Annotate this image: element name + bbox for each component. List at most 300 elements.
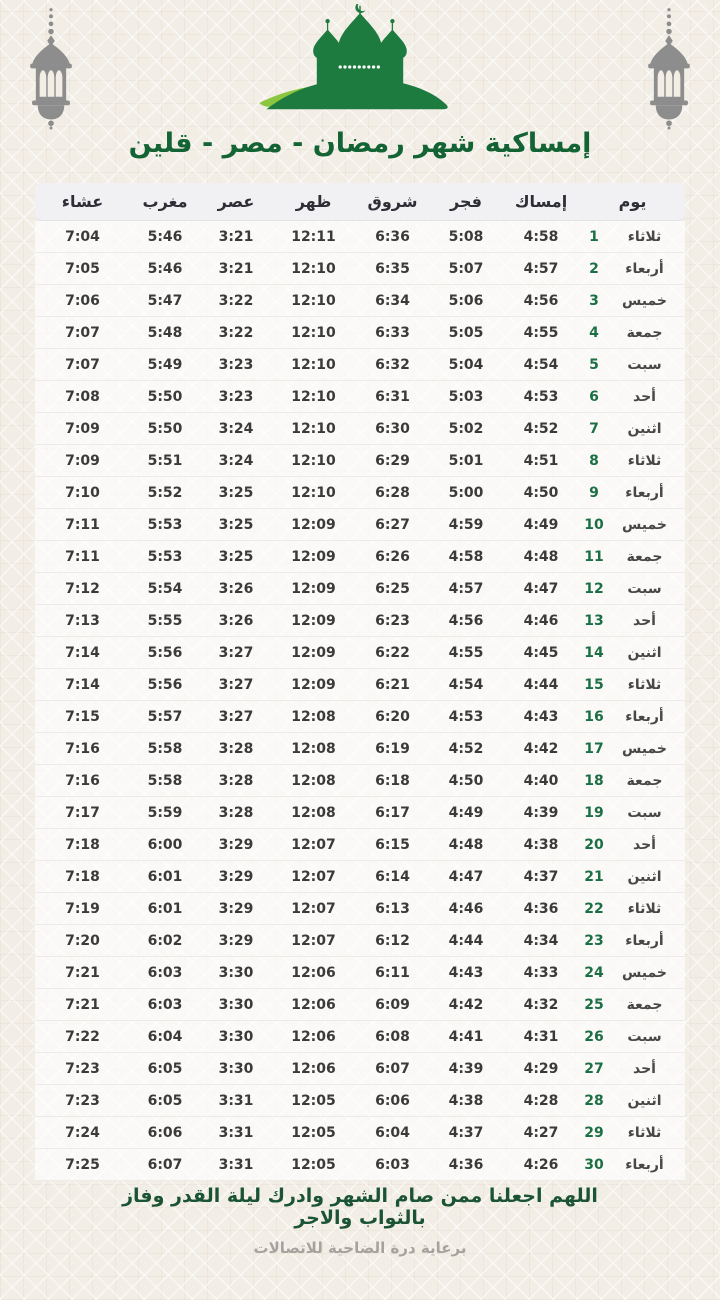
time-shuruq: 6:32 <box>355 349 430 381</box>
time-fajr: 4:48 <box>430 829 502 861</box>
time-maghrib: 5:48 <box>130 317 200 349</box>
time-dhuhr: 12:09 <box>272 541 355 573</box>
time-imsak: 4:56 <box>502 285 580 317</box>
table-row <box>35 637 685 669</box>
day-name: اثنين <box>627 1092 662 1109</box>
time-fajr: 4:37 <box>430 1117 502 1149</box>
day-cell <box>580 765 685 797</box>
time-isha: 7:07 <box>35 349 130 381</box>
table-row <box>35 1021 685 1053</box>
time-shuruq: 6:29 <box>355 445 430 477</box>
time-maghrib: 6:06 <box>130 1117 200 1149</box>
time-asr: 3:29 <box>200 861 272 893</box>
time-imsak: 4:48 <box>502 541 580 573</box>
day-number: 26 <box>584 1028 604 1045</box>
day-cell <box>580 381 685 413</box>
day-number: 3 <box>589 292 599 309</box>
time-asr: 3:27 <box>200 701 272 733</box>
table-row <box>35 509 685 541</box>
table-row <box>35 925 685 957</box>
time-dhuhr: 12:06 <box>272 1021 355 1053</box>
time-imsak: 4:57 <box>502 253 580 285</box>
day-cell <box>580 509 685 541</box>
time-shuruq: 6:28 <box>355 477 430 509</box>
day-cell <box>580 317 685 349</box>
time-asr: 3:27 <box>200 637 272 669</box>
time-isha: 7:21 <box>35 957 130 989</box>
time-imsak: 4:31 <box>502 1021 580 1053</box>
time-dhuhr: 12:07 <box>272 861 355 893</box>
day-number: 25 <box>584 996 604 1013</box>
day-name: اثنين <box>627 644 662 661</box>
time-maghrib: 6:03 <box>130 989 200 1021</box>
time-isha: 7:09 <box>35 413 130 445</box>
time-isha: 7:17 <box>35 797 130 829</box>
day-name: ثلاثاء <box>627 1124 662 1141</box>
time-fajr: 5:07 <box>430 253 502 285</box>
day-name: ثلاثاء <box>627 228 662 245</box>
day-name: ثلاثاء <box>627 676 662 693</box>
time-fajr: 4:52 <box>430 733 502 765</box>
time-fajr: 4:46 <box>430 893 502 925</box>
day-number: 23 <box>584 932 604 949</box>
time-imsak: 4:36 <box>502 893 580 925</box>
day-name: أربعاء <box>625 260 664 277</box>
time-imsak: 4:50 <box>502 477 580 509</box>
day-number: 22 <box>584 900 604 917</box>
time-maghrib: 6:00 <box>130 829 200 861</box>
page-title: إمساكية شهر رمضان - مصر - قلين <box>128 128 592 160</box>
time-fajr: 4:41 <box>430 1021 502 1053</box>
time-dhuhr: 12:07 <box>272 925 355 957</box>
day-name: أحد <box>633 388 656 405</box>
time-fajr: 4:56 <box>430 605 502 637</box>
time-asr: 3:21 <box>200 253 272 285</box>
table-row <box>35 957 685 989</box>
column-header-shuruq: شروق <box>355 183 430 221</box>
time-isha: 7:11 <box>35 509 130 541</box>
time-shuruq: 6:31 <box>355 381 430 413</box>
table-row <box>35 989 685 1021</box>
day-cell <box>580 701 685 733</box>
column-header-maghrib: مغرب <box>130 183 200 221</box>
day-name: ثلاثاء <box>627 900 662 917</box>
time-isha: 7:09 <box>35 445 130 477</box>
day-number: 6 <box>589 388 599 405</box>
table-row <box>35 797 685 829</box>
day-number: 27 <box>584 1060 604 1077</box>
day-cell <box>580 829 685 861</box>
time-maghrib: 6:02 <box>130 925 200 957</box>
time-imsak: 4:27 <box>502 1117 580 1149</box>
table-row <box>35 221 685 253</box>
table-row <box>35 541 685 573</box>
time-imsak: 4:26 <box>502 1149 580 1181</box>
time-fajr: 4:42 <box>430 989 502 1021</box>
day-cell <box>580 1085 685 1117</box>
sponsor-text: برعاية درة الضاحية للاتصالات <box>253 1239 467 1257</box>
day-cell <box>580 925 685 957</box>
time-dhuhr: 12:08 <box>272 765 355 797</box>
day-cell <box>580 957 685 989</box>
time-dhuhr: 12:10 <box>272 413 355 445</box>
time-maghrib: 6:01 <box>130 893 200 925</box>
time-asr: 3:31 <box>200 1117 272 1149</box>
dua-line-1: اللهم اجعلنا ممن صام الشهر وادرك ليلة القدر وفاز <box>122 1185 598 1207</box>
dua-text <box>0 1186 720 1230</box>
day-number: 17 <box>584 740 604 757</box>
day-name: خميس <box>622 740 667 757</box>
time-shuruq: 6:27 <box>355 509 430 541</box>
time-asr: 3:21 <box>200 221 272 253</box>
time-dhuhr: 12:10 <box>272 349 355 381</box>
time-shuruq: 6:14 <box>355 861 430 893</box>
time-isha: 7:15 <box>35 701 130 733</box>
lantern-icon <box>638 4 700 146</box>
day-name: سبت <box>627 580 662 597</box>
time-imsak: 4:53 <box>502 381 580 413</box>
table-row <box>35 477 685 509</box>
time-asr: 3:28 <box>200 797 272 829</box>
time-fajr: 4:47 <box>430 861 502 893</box>
time-asr: 3:25 <box>200 509 272 541</box>
time-dhuhr: 12:11 <box>272 221 355 253</box>
time-imsak: 4:29 <box>502 1053 580 1085</box>
day-number: 15 <box>584 676 604 693</box>
table-row <box>35 605 685 637</box>
day-name: اثنين <box>627 420 662 437</box>
day-number: 8 <box>589 452 599 469</box>
time-maghrib: 5:50 <box>130 381 200 413</box>
time-shuruq: 6:19 <box>355 733 430 765</box>
time-dhuhr: 12:09 <box>272 637 355 669</box>
time-fajr: 5:08 <box>430 221 502 253</box>
day-cell <box>580 861 685 893</box>
column-header-dhuhr: ظهر <box>272 183 355 221</box>
time-asr: 3:30 <box>200 957 272 989</box>
day-cell <box>580 1149 685 1181</box>
time-maghrib: 6:07 <box>130 1149 200 1181</box>
time-imsak: 4:40 <box>502 765 580 797</box>
time-dhuhr: 12:05 <box>272 1149 355 1181</box>
table-row <box>35 669 685 701</box>
time-dhuhr: 12:10 <box>272 285 355 317</box>
day-number: 24 <box>584 964 604 981</box>
lantern-icon <box>20 4 82 146</box>
time-maghrib: 5:49 <box>130 349 200 381</box>
day-number: 18 <box>584 772 604 789</box>
time-shuruq: 6:30 <box>355 413 430 445</box>
day-number: 16 <box>584 708 604 725</box>
time-imsak: 4:51 <box>502 445 580 477</box>
day-number: 5 <box>589 356 599 373</box>
day-name: أحد <box>633 612 656 629</box>
day-cell <box>580 637 685 669</box>
time-dhuhr: 12:09 <box>272 509 355 541</box>
table-row <box>35 349 685 381</box>
day-cell <box>580 445 685 477</box>
time-fajr: 4:50 <box>430 765 502 797</box>
time-imsak: 4:44 <box>502 669 580 701</box>
time-imsak: 4:33 <box>502 957 580 989</box>
day-name: جمعة <box>626 324 663 341</box>
day-number: 11 <box>584 548 604 565</box>
day-number: 10 <box>584 516 604 533</box>
time-imsak: 4:45 <box>502 637 580 669</box>
time-shuruq: 6:21 <box>355 669 430 701</box>
time-fajr: 4:55 <box>430 637 502 669</box>
time-asr: 3:28 <box>200 733 272 765</box>
table-row <box>35 1053 685 1085</box>
time-fajr: 5:00 <box>430 477 502 509</box>
time-dhuhr: 12:10 <box>272 253 355 285</box>
time-shuruq: 6:18 <box>355 765 430 797</box>
time-imsak: 4:28 <box>502 1085 580 1117</box>
day-number: 13 <box>584 612 604 629</box>
column-header-fajr: فجر <box>430 183 502 221</box>
time-maghrib: 5:55 <box>130 605 200 637</box>
time-asr: 3:29 <box>200 893 272 925</box>
time-fajr: 4:44 <box>430 925 502 957</box>
time-asr: 3:23 <box>200 349 272 381</box>
day-cell <box>580 1117 685 1149</box>
time-shuruq: 6:06 <box>355 1085 430 1117</box>
table-row <box>35 861 685 893</box>
day-cell <box>580 221 685 253</box>
time-asr: 3:26 <box>200 605 272 637</box>
time-shuruq: 6:33 <box>355 317 430 349</box>
time-imsak: 4:58 <box>502 221 580 253</box>
day-name: خميس <box>622 964 667 981</box>
time-imsak: 4:32 <box>502 989 580 1021</box>
time-maghrib: 5:53 <box>130 541 200 573</box>
day-number: 29 <box>584 1124 604 1141</box>
table-row <box>35 1117 685 1149</box>
day-number: 9 <box>589 484 599 501</box>
time-maghrib: 6:03 <box>130 957 200 989</box>
time-dhuhr: 12:09 <box>272 605 355 637</box>
day-name: أربعاء <box>625 1156 664 1173</box>
day-number: 14 <box>584 644 604 661</box>
day-number: 4 <box>589 324 599 341</box>
prayer-times-table <box>35 183 685 1181</box>
column-header-asr: عصر <box>200 183 272 221</box>
time-dhuhr: 12:05 <box>272 1085 355 1117</box>
day-name: سبت <box>627 1028 662 1045</box>
time-isha: 7:14 <box>35 637 130 669</box>
time-fajr: 4:57 <box>430 573 502 605</box>
time-shuruq: 6:22 <box>355 637 430 669</box>
day-name: اثنين <box>627 868 662 885</box>
day-cell <box>580 253 685 285</box>
table-row <box>35 445 685 477</box>
time-maghrib: 5:56 <box>130 637 200 669</box>
day-name: جمعة <box>626 772 663 789</box>
time-fajr: 5:03 <box>430 381 502 413</box>
time-dhuhr: 12:06 <box>272 1053 355 1085</box>
day-cell <box>580 1021 685 1053</box>
day-name: أربعاء <box>625 932 664 949</box>
time-maghrib: 5:51 <box>130 445 200 477</box>
time-asr: 3:31 <box>200 1149 272 1181</box>
time-maghrib: 5:46 <box>130 221 200 253</box>
table-row <box>35 317 685 349</box>
column-header-day: يوم <box>580 183 685 221</box>
table-header-row <box>35 183 685 221</box>
time-fajr: 4:43 <box>430 957 502 989</box>
time-shuruq: 6:15 <box>355 829 430 861</box>
time-isha: 7:16 <box>35 765 130 797</box>
time-fajr: 4:36 <box>430 1149 502 1181</box>
time-dhuhr: 12:10 <box>272 317 355 349</box>
time-asr: 3:30 <box>200 989 272 1021</box>
time-isha: 7:25 <box>35 1149 130 1181</box>
time-isha: 7:24 <box>35 1117 130 1149</box>
time-fajr: 5:04 <box>430 349 502 381</box>
time-imsak: 4:38 <box>502 829 580 861</box>
time-fajr: 4:53 <box>430 701 502 733</box>
time-asr: 3:30 <box>200 1021 272 1053</box>
time-fajr: 4:38 <box>430 1085 502 1117</box>
day-number: 2 <box>589 260 599 277</box>
time-asr: 3:22 <box>200 285 272 317</box>
time-shuruq: 6:20 <box>355 701 430 733</box>
time-shuruq: 6:04 <box>355 1117 430 1149</box>
day-cell <box>580 1053 685 1085</box>
time-asr: 3:26 <box>200 573 272 605</box>
time-shuruq: 6:09 <box>355 989 430 1021</box>
day-cell <box>580 541 685 573</box>
day-number: 30 <box>584 1156 604 1173</box>
time-isha: 7:05 <box>35 253 130 285</box>
time-shuruq: 6:35 <box>355 253 430 285</box>
time-asr: 3:24 <box>200 445 272 477</box>
dua-line-2: بالثواب والاجر <box>294 1206 426 1229</box>
time-fajr: 5:06 <box>430 285 502 317</box>
time-maghrib: 5:54 <box>130 573 200 605</box>
time-shuruq: 6:12 <box>355 925 430 957</box>
time-fajr: 4:58 <box>430 541 502 573</box>
time-isha: 7:06 <box>35 285 130 317</box>
time-maghrib: 6:04 <box>130 1021 200 1053</box>
time-imsak: 4:49 <box>502 509 580 541</box>
time-maghrib: 5:53 <box>130 509 200 541</box>
time-asr: 3:23 <box>200 381 272 413</box>
time-shuruq: 6:36 <box>355 221 430 253</box>
time-isha: 7:11 <box>35 541 130 573</box>
time-asr: 3:30 <box>200 1053 272 1085</box>
time-isha: 7:22 <box>35 1021 130 1053</box>
time-imsak: 4:47 <box>502 573 580 605</box>
time-fajr: 5:02 <box>430 413 502 445</box>
time-isha: 7:04 <box>35 221 130 253</box>
mosque-icon <box>245 4 475 112</box>
time-dhuhr: 12:10 <box>272 381 355 413</box>
time-isha: 7:07 <box>35 317 130 349</box>
time-maghrib: 6:05 <box>130 1053 200 1085</box>
time-dhuhr: 12:08 <box>272 797 355 829</box>
time-imsak: 4:39 <box>502 797 580 829</box>
time-isha: 7:16 <box>35 733 130 765</box>
time-dhuhr: 12:07 <box>272 893 355 925</box>
time-imsak: 4:37 <box>502 861 580 893</box>
time-dhuhr: 12:06 <box>272 957 355 989</box>
time-asr: 3:27 <box>200 669 272 701</box>
time-maghrib: 5:59 <box>130 797 200 829</box>
day-cell <box>580 797 685 829</box>
table-row <box>35 381 685 413</box>
time-dhuhr: 12:05 <box>272 1117 355 1149</box>
day-cell <box>580 413 685 445</box>
day-cell <box>580 605 685 637</box>
day-number: 21 <box>584 868 604 885</box>
column-header-isha: عشاء <box>35 183 130 221</box>
time-shuruq: 6:17 <box>355 797 430 829</box>
time-fajr: 4:54 <box>430 669 502 701</box>
table-row <box>35 765 685 797</box>
time-maghrib: 5:47 <box>130 285 200 317</box>
time-asr: 3:24 <box>200 413 272 445</box>
day-number: 28 <box>584 1092 604 1109</box>
day-name: ثلاثاء <box>627 452 662 469</box>
time-maghrib: 5:50 <box>130 413 200 445</box>
time-isha: 7:08 <box>35 381 130 413</box>
time-maghrib: 5:58 <box>130 765 200 797</box>
time-isha: 7:14 <box>35 669 130 701</box>
day-name: جمعة <box>626 996 663 1013</box>
time-imsak: 4:52 <box>502 413 580 445</box>
day-number: 20 <box>584 836 604 853</box>
time-fajr: 4:49 <box>430 797 502 829</box>
time-imsak: 4:34 <box>502 925 580 957</box>
day-number: 7 <box>589 420 599 437</box>
time-shuruq: 6:34 <box>355 285 430 317</box>
time-asr: 3:29 <box>200 829 272 861</box>
time-isha: 7:13 <box>35 605 130 637</box>
time-maghrib: 6:01 <box>130 861 200 893</box>
time-shuruq: 6:13 <box>355 893 430 925</box>
time-imsak: 4:43 <box>502 701 580 733</box>
time-dhuhr: 12:09 <box>272 573 355 605</box>
time-isha: 7:21 <box>35 989 130 1021</box>
time-isha: 7:23 <box>35 1085 130 1117</box>
day-name: خميس <box>622 292 667 309</box>
time-imsak: 4:46 <box>502 605 580 637</box>
time-shuruq: 6:26 <box>355 541 430 573</box>
time-isha: 7:23 <box>35 1053 130 1085</box>
time-shuruq: 6:11 <box>355 957 430 989</box>
time-isha: 7:19 <box>35 893 130 925</box>
day-cell <box>580 477 685 509</box>
time-maghrib: 5:58 <box>130 733 200 765</box>
time-maghrib: 5:52 <box>130 477 200 509</box>
time-shuruq: 6:07 <box>355 1053 430 1085</box>
time-dhuhr: 12:10 <box>272 477 355 509</box>
day-name: خميس <box>622 516 667 533</box>
column-header-imsak: إمساك <box>502 183 580 221</box>
time-fajr: 5:01 <box>430 445 502 477</box>
table-row <box>35 1149 685 1181</box>
time-dhuhr: 12:10 <box>272 445 355 477</box>
time-dhuhr: 12:08 <box>272 733 355 765</box>
time-dhuhr: 12:06 <box>272 989 355 1021</box>
time-asr: 3:31 <box>200 1085 272 1117</box>
time-fajr: 4:59 <box>430 509 502 541</box>
time-shuruq: 6:03 <box>355 1149 430 1181</box>
time-isha: 7:18 <box>35 861 130 893</box>
day-cell <box>580 573 685 605</box>
day-number: 19 <box>584 804 604 821</box>
